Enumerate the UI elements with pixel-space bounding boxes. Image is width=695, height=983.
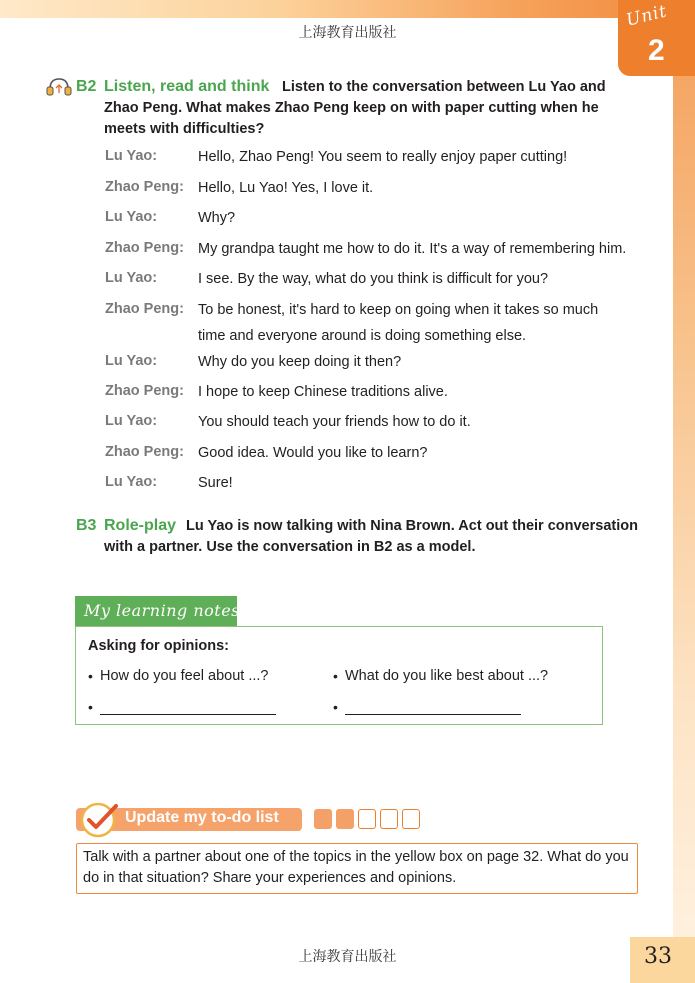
todo-title: Update my to-do list <box>125 809 279 826</box>
unit-number: 2 <box>648 34 665 67</box>
progress-square[interactable] <box>336 809 354 829</box>
speaker-label: Zhao Peng: <box>105 240 184 256</box>
speaker-label: Zhao Peng: <box>105 444 184 460</box>
speaker-label: Lu Yao: <box>105 209 158 225</box>
publisher-footer: 上海教育出版社 <box>298 949 397 965</box>
notes-heading: Asking for opinions: <box>88 638 229 654</box>
speaker-label: Lu Yao: <box>105 148 158 164</box>
b2-number: B2 <box>76 78 97 95</box>
top-color-band <box>0 0 695 18</box>
progress-square[interactable] <box>380 809 398 829</box>
notes-title: My learning notes <box>84 601 240 620</box>
dialogue-line: Why do you keep doing it then? <box>198 354 402 370</box>
dialogue-line: To be honest, it's hard to keep on going when it takes so much time and everyone around is doing something else. <box>198 302 599 344</box>
right-color-band <box>673 18 695 983</box>
bullet-dot: • <box>333 668 338 684</box>
speaker-label: Lu Yao: <box>105 413 158 429</box>
b3-title: Role-play <box>104 517 177 534</box>
dialogue-line: I see. By the way, what do you think is difficult for you? <box>198 271 549 287</box>
progress-square[interactable] <box>314 809 332 829</box>
bullet-dot: • <box>88 699 93 715</box>
bullet-dot: • <box>88 668 93 684</box>
speaker-label: Zhao Peng: <box>105 383 184 399</box>
todo-text: Talk with a partner about one of the topics in the yellow box on page 32. What do you do in that situation? Share your experiences and opinions. <box>83 849 629 886</box>
progress-square[interactable] <box>358 809 376 829</box>
dialogue-line: Why? <box>198 210 236 226</box>
speaker-label: Lu Yao: <box>105 353 158 369</box>
page-number: 33 <box>644 944 672 969</box>
dialogue-line: Sure! <box>198 475 233 491</box>
dialogue-line: Good idea. Would you like to learn? <box>198 445 428 461</box>
blank-answer-line[interactable] <box>100 714 276 715</box>
bullet-dot: • <box>333 699 338 715</box>
checkmark-icon <box>78 800 122 840</box>
notes-item: What do you like best about ...? <box>345 668 549 684</box>
notes-item: How do you feel about ...? <box>100 668 269 684</box>
dialogue-line: You should teach your friends how to do it. <box>198 414 471 430</box>
speaker-label: Zhao Peng: <box>105 179 184 195</box>
blank-answer-line[interactable] <box>345 714 521 715</box>
dialogue-line: Hello, Zhao Peng! You seem to really enjoy paper cutting! <box>198 149 568 165</box>
b3-number: B3 <box>76 517 97 534</box>
headphones-icon[interactable] <box>45 76 73 98</box>
speaker-label: Lu Yao: <box>105 270 158 286</box>
publisher-header: 上海教育出版社 <box>298 25 397 41</box>
progress-square[interactable] <box>402 809 420 829</box>
b2-instruction: Listen to the conversation between Lu Yao and Zhao Peng. What makes Zhao Peng keep on with paper cutting when he meets with difficulties? <box>104 79 606 137</box>
dialogue-line: I hope to keep Chinese traditions alive. <box>198 384 448 400</box>
b3-instruction: Lu Yao is now talking with Nina Brown. Act out their conversation with a partner. Use the conversation in B2 as a model. <box>104 518 638 555</box>
unit-label: Unit <box>624 1 670 31</box>
dialogue-line: My grandpa taught me how to do it. It's a way of remembering him. <box>198 241 627 257</box>
b2-title: Listen, read and think <box>104 78 270 95</box>
dialogue-line: Hello, Lu Yao! Yes, I love it. <box>198 180 374 196</box>
speaker-label: Zhao Peng: <box>105 301 184 317</box>
speaker-label: Lu Yao: <box>105 474 158 490</box>
